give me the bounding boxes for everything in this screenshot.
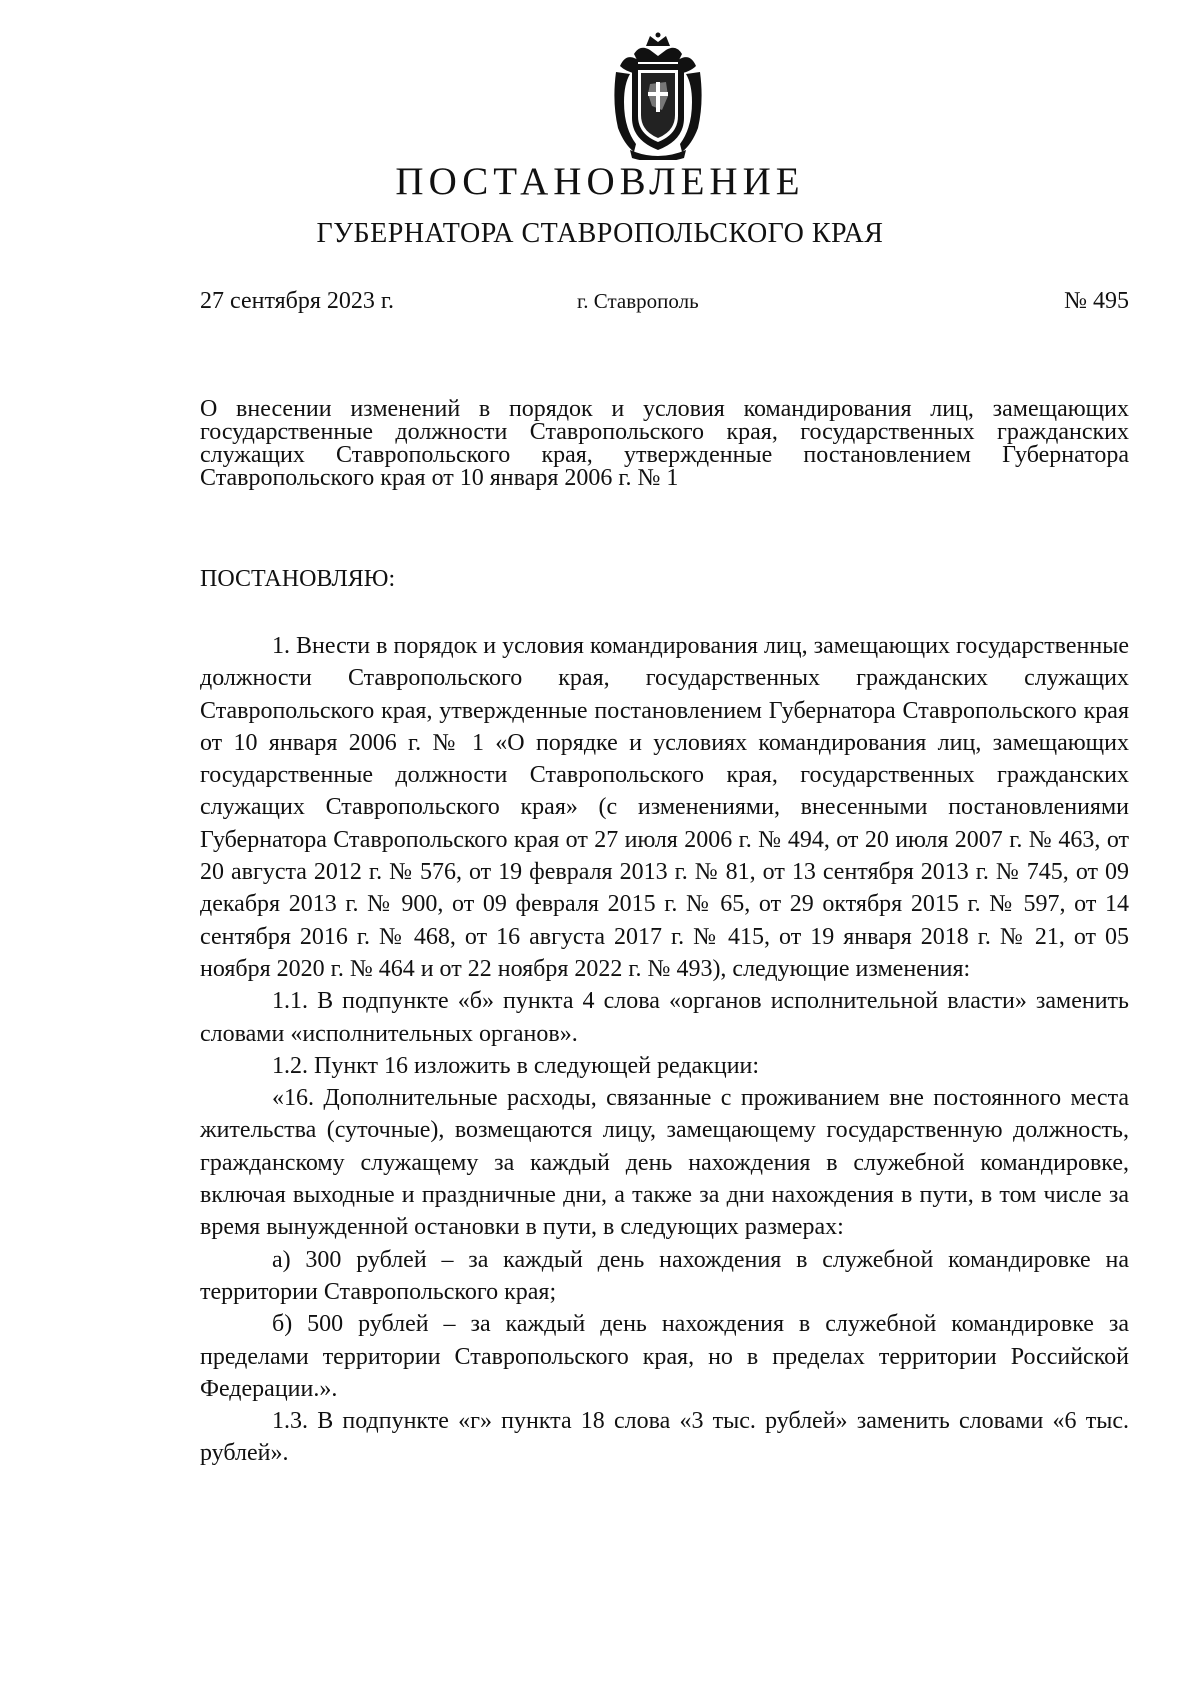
paragraph-sub-a: а) 300 рублей – за каждый день нахождения в служебной командировке на территории Ставропольского края; bbox=[200, 1246, 1129, 1305]
document-meta-row bbox=[200, 283, 1129, 319]
paragraph-1-2: 1.2. Пункт 16 изложить в следующей редакции: bbox=[272, 1052, 760, 1079]
paragraph-sub-b: б) 500 рублей – за каждый день нахождения в служебной командировке за пределами территории Ставропольского края, но в пределах территории Российской Федерации.». bbox=[200, 1311, 1129, 1402]
document-title: О внесении изменений в порядок и условия командирования лиц, замещающих государственные должности Ставропольского края, государственных гражданских служащих Ставропольского края, утвержденные постановлением Губернатора Ставропольского края от 10 января 2006 г. № 1 bbox=[200, 396, 1129, 491]
document-type-heading: ПОСТАНОВЛЕНИЕ bbox=[395, 160, 805, 203]
paragraph-16-quote: «16. Дополнительные расходы, связанные с проживанием вне постоянного места жительства (суточные), возмещаются лицу, замещающему государственную должность, гражданскому служащему за каждый день нахождения в служебной командировке, включая выходные и праздничные дни, а также за дни нахождения в пути, в том числе за время вынужденной остановки в пути, в следующих размерах: bbox=[200, 1085, 1129, 1241]
document-body bbox=[200, 630, 1129, 1470]
paragraph-1-3: 1.3. В подпункте «г» пункта 18 слова «3 тыс. рублей» заменить словами «6 тыс. рублей». bbox=[200, 1408, 1129, 1467]
paragraph-1: 1. Внести в порядок и условия командирования лиц, замещающих государственные должности Ставропольского края, государственных гражданских служащих Ставропольского края, утвержденные постановлением Губернатора Ставропольского края от 10 января 2006 г. № 1 «О порядке и условиях командирования лиц, замещающих государственные должности Ставропольского края, государственных гражданских служащих Ставропольского края» (с изменениями, внесенными постановлениями Губернатора Ставропольского края от 27 июля 2006 г. № 494, от 20 июля 2007 г. № 463, от 20 августа 2012 г. № 576, от 19 февраля 2013 г. № 81, от 13 сентября 2013 г. № 745, от 09 декабря 2013 г. № 900, от 09 февраля 2015 г. № 65, от 29 октября 2015 г. № 597, от 14 сентября 2016 г. № 468, от 16 августа 2017 г. № 415, от 19 января 2018 г. № 21, от 05 ноября 2020 г. № 464 и от 22 ноября 2022 г. № 493), следующие изменения: bbox=[200, 633, 1129, 982]
document-date: 27 сентября 2023 г. bbox=[200, 288, 395, 314]
document-number: № 495 bbox=[1064, 288, 1129, 314]
paragraph-1-1: 1.1. В подпункте «б» пункта 4 слова «органов исполнительной власти» заменить словами «исполнительных органов». bbox=[200, 988, 1129, 1047]
document-issuer-heading: ГУБЕРНАТОРА СТАВРОПОЛЬСКОГО КРАЯ bbox=[316, 218, 884, 249]
document-city: г. Ставрополь bbox=[577, 289, 699, 313]
stavropol-coat-of-arms-icon bbox=[612, 32, 704, 160]
preamble-text: ПОСТАНОВЛЯЮ: bbox=[200, 566, 396, 592]
